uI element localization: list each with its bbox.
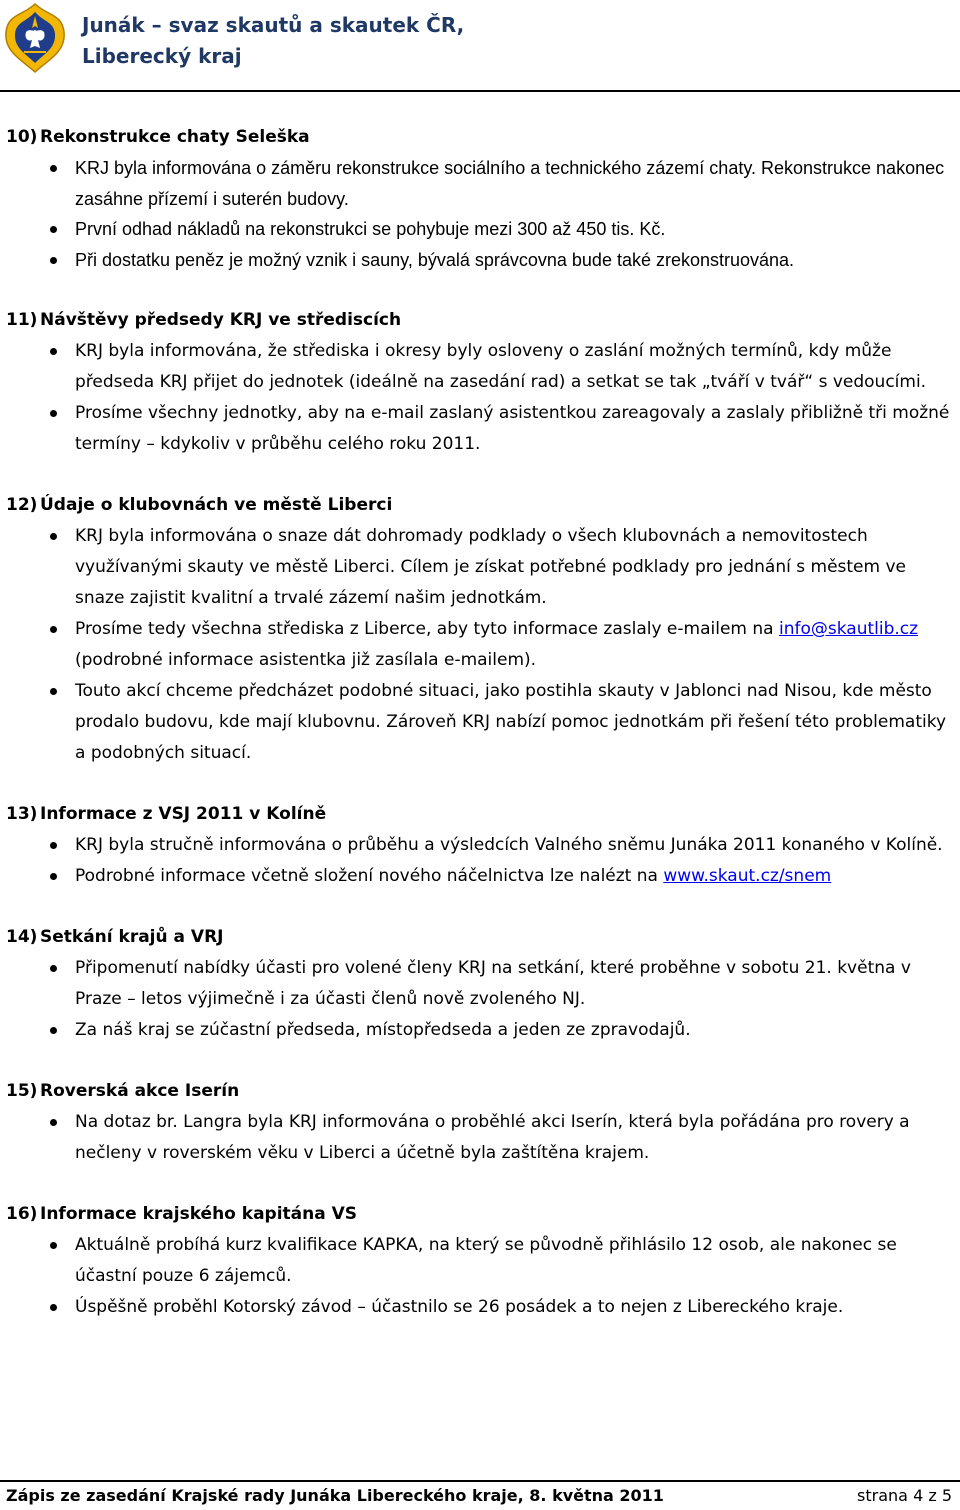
item-text: Prosíme tedy všechna střediska z Liberce, aby tyto informace zaslaly e-mailem na [75, 619, 779, 639]
bullet-list [6, 1107, 954, 1169]
bullet-list [6, 336, 954, 460]
item-text: KRJ byla informována o snaze dát dohromady podklady o všech klubovnách a nemovitostech využívanými skauty ve městě Liberci. Cílem je získat potřebné podklady pro jednání s městem ve snaze zajistit kvalitní a trvalé zázemí našim jednotkám. [75, 526, 906, 608]
section-number: 12) [6, 495, 38, 515]
bullet-icon [50, 257, 57, 264]
section-title: Údaje o klubovnách ve městě Liberci [40, 495, 393, 515]
agenda-section [6, 490, 954, 769]
section-title: Rekonstrukce chaty Seleška [40, 127, 310, 147]
section-heading [6, 799, 954, 830]
page-header [0, 0, 960, 95]
section-heading [6, 122, 954, 153]
section-heading [6, 922, 954, 953]
list-item [6, 1107, 954, 1169]
list-item [6, 861, 954, 892]
item-text: Podrobné informace včetně složení nového náčelnictva lze nalézt na [75, 866, 664, 886]
bullet-icon [50, 533, 57, 540]
item-text: Připomenutí nabídky účasti pro volené členy KRJ na setkání, které proběhne v sobotu 21. května v Praze – letos výjimečně i za účasti členů nově zvoleného NJ. [75, 958, 911, 1009]
header-divider [0, 90, 960, 92]
section-title: Informace z VSJ 2011 v Kolíně [40, 804, 327, 824]
item-text: KRJ byla informována o záměru rekonstrukce sociálního a technického zázemí chaty. Rekonstrukce nakonec zasáhne přízemí i suterén budovy. [75, 158, 945, 209]
item-text: Aktuálně probíhá kurz kvalifikace KAPKA, na který se původně přihlásilo 12 osob, ale nakonec se účastní pouze 6 zájemců. [75, 1235, 897, 1286]
organization-name: Junák – svaz skautů a skautek ČR, [82, 13, 465, 37]
item-text: Na dotaz br. Langra byla KRJ informována o proběhlé akci Iserín, která byla pořádána pro rovery a nečleny v roverském věku v Liberci a účetně byla zaštítěna krajem. [75, 1112, 910, 1163]
organization-title [82, 10, 464, 72]
item-text: Úspěšně proběhl Kotorský závod – účastnilo se 26 posádek a to nejen z Libereckého kraje. [75, 1297, 844, 1317]
list-item [6, 245, 954, 276]
list-item [6, 1292, 954, 1323]
section-title: Informace krajského kapitána VS [40, 1204, 358, 1224]
list-item [6, 153, 954, 214]
minutes-body [6, 122, 954, 1353]
footer-divider [0, 1480, 960, 1482]
bullet-icon [50, 1027, 57, 1034]
section-title: Roverská akce Iserín [40, 1081, 240, 1101]
list-item [6, 398, 954, 460]
bullet-icon [50, 965, 57, 972]
item-text: Prosíme všechny jednotky, aby na e-mail zaslaný asistentkou zareagovaly a zaslaly přibližně tři možné termíny – kdykoliv v průběhu celého roku 2011. [75, 403, 950, 454]
section-number: 14) [6, 927, 38, 947]
list-item [6, 336, 954, 398]
bullet-icon [50, 688, 57, 695]
section-number: 16) [6, 1204, 38, 1224]
section-number: 15) [6, 1081, 38, 1101]
list-item [6, 830, 954, 861]
region-name: Liberecký kraj [82, 44, 242, 68]
section-heading [6, 490, 954, 521]
agenda-section [6, 305, 954, 460]
section-heading [6, 305, 954, 336]
item-text: Za náš kraj se zúčastní předseda, místopředseda a jeden ze zpravodajů. [75, 1020, 691, 1040]
agenda-section [6, 922, 954, 1046]
agenda-section [6, 1076, 954, 1169]
bullet-icon [50, 873, 57, 880]
bullet-icon [50, 348, 57, 355]
bullet-list [6, 830, 954, 892]
agenda-section [6, 122, 954, 275]
list-item [6, 1230, 954, 1292]
list-item [6, 214, 954, 245]
bullet-icon [50, 165, 57, 172]
list-item [6, 521, 954, 614]
item-text: První odhad nákladů na rekonstrukci se pohybuje mezi 300 až 450 tis. Kč. [75, 219, 666, 239]
item-text: KRJ byla informována, že střediska i okresy byly osloveny o zaslání možných termínů, kdy může předseda KRJ přijet do jednotek (ideálně na zasedání rad) a setkat se tak „tváří v tvář“ s vedoucími. [75, 341, 927, 392]
section-number: 10) [6, 127, 38, 147]
list-item [6, 953, 954, 1015]
bullet-icon [50, 226, 57, 233]
bullet-icon [50, 410, 57, 417]
hyperlink[interactable]: info@skautlib.cz [778, 619, 919, 639]
bullet-icon [50, 1119, 57, 1126]
footer-document-title: Zápis ze zasedání Krajské rady Junáka Libereckého kraje, 8. května 2011 [6, 1486, 664, 1505]
bullet-icon [50, 1304, 57, 1311]
list-item [6, 676, 954, 769]
section-title: Setkání krajů a VRJ [40, 927, 224, 947]
bullet-list [6, 953, 954, 1046]
bullet-list [6, 153, 954, 275]
section-title: Návštěvy předsedy KRJ ve střediscích [40, 310, 402, 330]
bullet-icon [50, 842, 57, 849]
page-number: strana 4 z 5 [857, 1486, 952, 1505]
section-heading [6, 1076, 954, 1107]
item-text: Touto akcí chceme předcházet podobné situaci, jako postihla skauty v Jablonci nad Nisou, kde město prodalo budovu, kde mají klubovnu. Zároveň KRJ nabízí pomoc jednotkám při řešení této problematiky a podobných situací. [75, 681, 947, 763]
agenda-section [6, 1199, 954, 1323]
list-item [6, 1015, 954, 1046]
item-text: (podrobné informace asistentka již zasílala e-mailem). [75, 650, 537, 670]
item-text: Při dostatku peněz je možný vznik i sauny, bývalá správcovna bude také zrekonstruována. [75, 249, 795, 270]
bullet-icon [50, 626, 57, 633]
section-heading [6, 1199, 954, 1230]
scout-lily-emblem-icon [2, 2, 68, 74]
list-item [6, 614, 954, 676]
section-number: 11) [6, 310, 38, 330]
bullet-list [6, 1230, 954, 1323]
bullet-icon [50, 1242, 57, 1249]
agenda-section [6, 799, 954, 892]
bullet-list [6, 521, 954, 769]
section-number: 13) [6, 804, 38, 824]
hyperlink[interactable]: www.skaut.cz/snem [663, 866, 832, 886]
item-text: KRJ byla stručně informována o průběhu a výsledcích Valného sněmu Junáka 2011 konaného v Kolíně. [75, 835, 943, 855]
